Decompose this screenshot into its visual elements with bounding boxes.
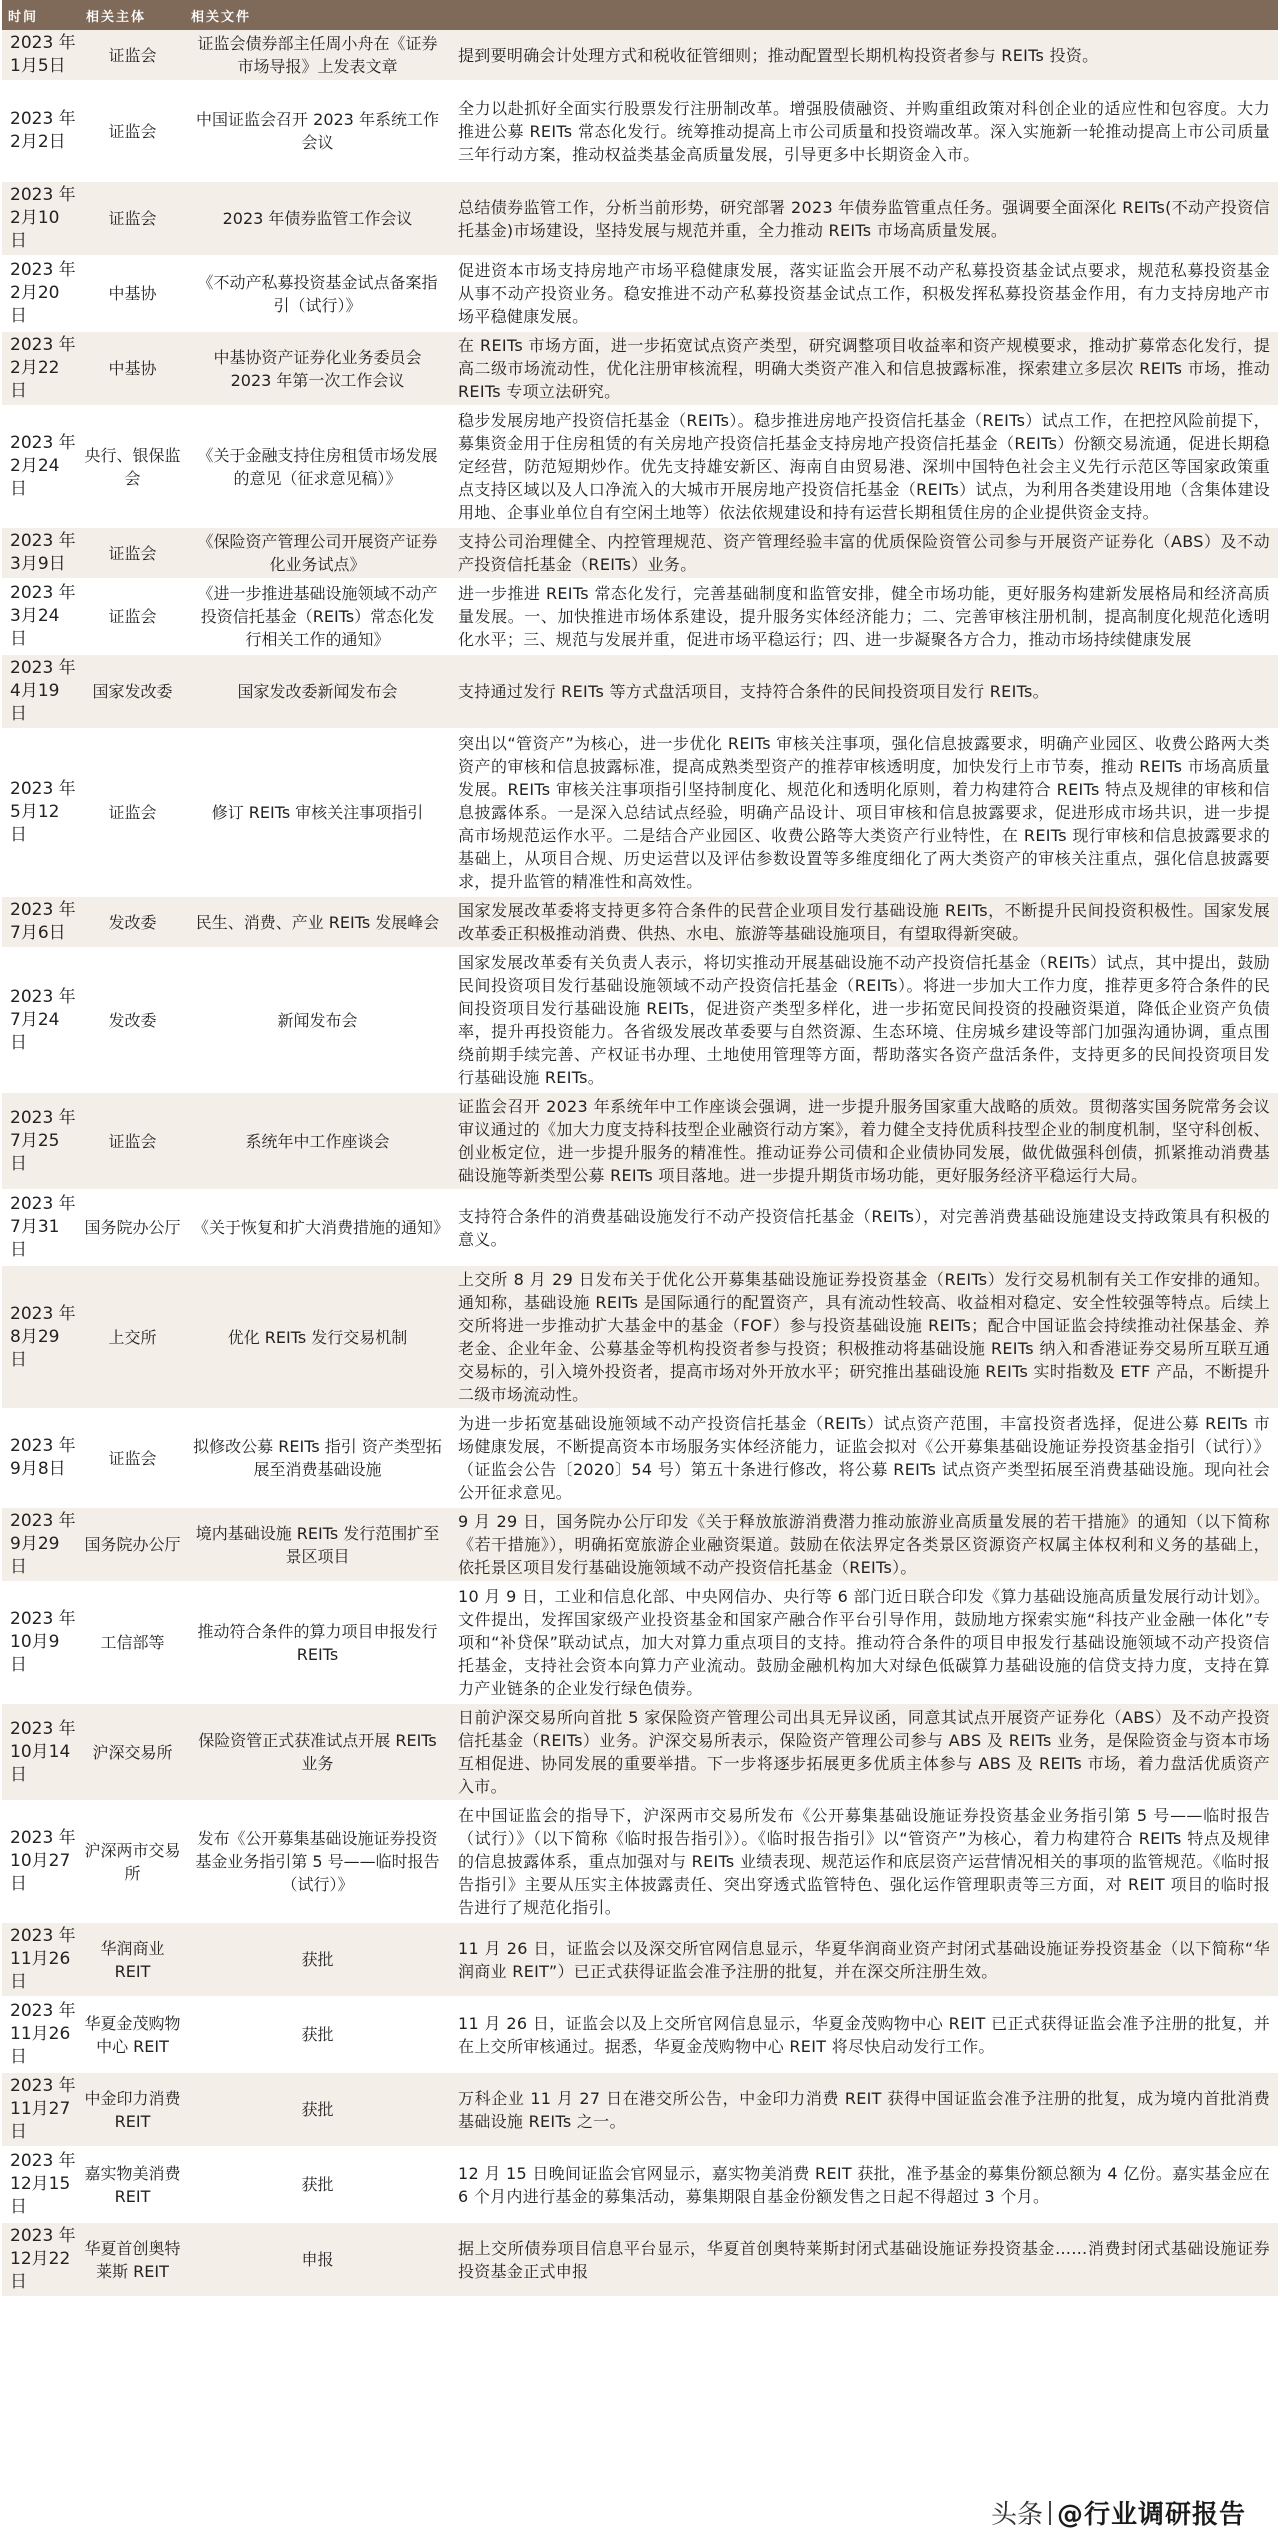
row-content: 进一步推进 REITs 常态化发行，完善基础制度和监管安排，健全市场功能，更好服务构建新发展格局和经济高质量发展。一、加快推进市场体系建设，提升服务实体经济能力；二、完善审核注册机制，提高制度化规范化透明化水平；三、规范与发展并重，促进市场平稳运行；四、进一步凝聚各方合力，推动市场持续健康发展 xyxy=(450,579,1278,654)
table-row xyxy=(2,1092,1278,1190)
table-row xyxy=(2,948,1278,1092)
row-file: 保险资管正式获准试点开展 REITs 业务 xyxy=(185,1703,450,1801)
row-file: 《关于金融支持住房租赁市场发展的意见（征求意见稿）》 xyxy=(185,406,450,527)
row-entity: 沪深两市交易所 xyxy=(80,1801,185,1922)
table-row xyxy=(2,579,1278,654)
row-date: 2023 年 8月29日 xyxy=(2,1265,80,1409)
row-file: 推动符合条件的算力项目申报发行 REITs xyxy=(185,1582,450,1703)
row-entity: 国务院办公厅 xyxy=(80,1190,185,1265)
row-file: 《关于恢复和扩大消费措施的通知》 xyxy=(185,1190,450,1265)
row-entity: 证监会 xyxy=(80,30,185,81)
row-file: 获批 xyxy=(185,1922,450,1997)
row-content: 据上交所债券项目信息平台显示，华夏首创奥特莱斯封闭式基础设施证券投资基金……消费封闭式基础设施证券投资基金正式申报 xyxy=(450,2222,1278,2297)
row-content: 全力以赴抓好全面实行股票发行注册制改革。增强股债融资、并购重组政策对科创企业的适应性和包容度。大力推进公募 REITs 常态化发行。统筹推动提高上市公司质量和投资端改革。深入实施新一轮推动提高上市公司质量三年行动方案，推动权益类基金高质量发展，引导更多中长期资金入市。 xyxy=(450,81,1278,181)
row-entity: 中基协 xyxy=(80,256,185,331)
table-row xyxy=(2,2072,1278,2147)
row-content: 11 月 26 日，证监会以及上交所官网信息显示，华夏金茂购物中心 REIT 已正式获得证监会准予注册的批复，并在上交所审核通过。据悉，华夏金茂购物中心 REIT 将尽快启动发行工作。 xyxy=(450,1997,1278,2072)
row-entity: 华润商业 REIT xyxy=(80,1922,185,1997)
row-entity: 中金印力消费 REIT xyxy=(80,2072,185,2147)
row-file: 2023 年债券监管工作会议 xyxy=(185,181,450,256)
row-date: 2023 年 3月24日 xyxy=(2,579,80,654)
table-row xyxy=(2,527,1278,579)
row-entity: 证监会 xyxy=(80,1092,185,1190)
row-entity: 上交所 xyxy=(80,1265,185,1409)
row-date: 2023 年 1月5日 xyxy=(2,30,80,81)
row-date: 2023 年 11月27日 xyxy=(2,2072,80,2147)
table-row xyxy=(2,1582,1278,1703)
row-entity: 发改委 xyxy=(80,948,185,1092)
table-row xyxy=(2,181,1278,256)
table-row xyxy=(2,1507,1278,1582)
row-content: 总结债券监管工作，分析当前形势，研究部署 2023 年债券监管重点任务。强调要全面深化 REITs(不动产投资信托基金)市场建设，坚持发展与规范并重，全力推动 REITs 市场高质量发展。 xyxy=(450,181,1278,256)
table-row xyxy=(2,1997,1278,2072)
header-entity: 相关主体 xyxy=(80,0,185,30)
policy-table xyxy=(2,0,1278,2298)
table-row xyxy=(2,1190,1278,1265)
row-file: 《保险资产管理公司开展资产证券化业务试点》 xyxy=(185,527,450,579)
row-file: 申报 xyxy=(185,2222,450,2297)
row-entity: 证监会 xyxy=(80,81,185,181)
row-content: 突出以“管资产”为核心，进一步优化 REITs 审核关注事项，强化信息披露要求，明确产业园区、收费公路两大类资产的审核和信息披露标准，提高成熟类型资产的推荐审核透明度，加快发行上市节奏，推动 REITs 市场高质量发展。REITs 审核关注事项指引坚持制度化、规范化和透明化原则，着力构建符合 REITs 特点及规律的审核和信息披露体系。一是深入总结试点经验，明确产品设计、项目审核和信息披露要求，促进形成市场共识，进一步提高市场规范运作水平。二是结合产业园区、收费公路等大类资产行业特性，在 REITs 现行审核和信息披露要求的基础上，从项目合规、历史运营以及评估参数设置等多维度细化了两大类资产的审核关注重点，强化信息披露要求，提升监管的精准性和高效性。 xyxy=(450,729,1278,896)
row-file: 获批 xyxy=(185,1997,450,2072)
row-date: 2023 年 2月20日 xyxy=(2,256,80,331)
row-entity: 证监会 xyxy=(80,1409,185,1507)
row-entity: 华夏金茂购物中心 REIT xyxy=(80,1997,185,2072)
watermark-text: @行业调研报告 xyxy=(1056,2500,1246,2530)
row-content: 提到要明确会计处理方式和税收征管细则；推动配置型长期机构投资者参与 REITs 投资。 xyxy=(450,30,1278,81)
table-row xyxy=(2,729,1278,896)
row-date: 2023 年 11月26日 xyxy=(2,1997,80,2072)
watermark xyxy=(985,2492,1252,2533)
table-row xyxy=(2,81,1278,181)
row-file: 民生、消费、产业 REITs 发展峰会 xyxy=(185,896,450,948)
watermark-logo: 头条 xyxy=(990,2500,1043,2530)
row-entity: 工信部等 xyxy=(80,1582,185,1703)
table-row xyxy=(2,2147,1278,2222)
row-content: 为进一步拓宽基础设施领域不动产投资信托基金（REITs）试点资产范围，丰富投资者选择，促进公募 REITs 市场健康发展，不断提高资本市场服务实体经济能力，证监会拟对《公开募集基础设施证券投资基金指引（试行）》（证监会公告〔2020〕54 号）第五十条进行修改，将公募 REITs 试点资产类型拓展至消费基础设施。现向社会公开征求意见。 xyxy=(450,1409,1278,1507)
row-content: 证监会召开 2023 年系统年中工作座谈会强调，进一步提升服务国家重大战略的质效。贯彻落实国务院常务会议审议通过的《加大力度支持科技型企业融资行动方案》，着力健全支持优质科技型企业的制度机制，坚守科创板、创业板定位，进一步提升服务的精准性。推动证券公司债和企业债协同发展，做优做强科创债，抓紧推动消费基础设施等新类型公募 REITs 项目落地。进一步提升期货市场功能，更好服务经济平稳运行大局。 xyxy=(450,1092,1278,1190)
row-file: 国家发改委新闻发布会 xyxy=(185,654,450,729)
watermark-divider xyxy=(1049,2501,1051,2525)
row-entity: 中基协 xyxy=(80,331,185,406)
row-content: 支持通过发行 REITs 等方式盘活项目，支持符合条件的民间投资项目发行 REITs。 xyxy=(450,654,1278,729)
row-date: 2023 年 7月24日 xyxy=(2,948,80,1092)
row-content: 促进资本市场支持房地产市场平稳健康发展，落实证监会开展不动产私募投资基金试点要求，规范私募投资基金从事不动产投资业务。稳安推进不动产私募投资基金试点工作，积极发挥私募投资基金作用，有力支持房地产市场平稳健康发展。 xyxy=(450,256,1278,331)
row-date: 2023 年 7月25日 xyxy=(2,1092,80,1190)
row-date: 2023 年 2月22日 xyxy=(2,331,80,406)
row-file: 发布《公开募集基础设施证券投资基金业务指引第 5 号——临时报告（试行）》 xyxy=(185,1801,450,1922)
row-content: 9 月 29 日，国务院办公厅印发《关于释放旅游消费潜力推动旅游业高质量发展的若干措施》的通知（以下简称《若干措施》），明确拓宽旅游企业融资渠道。鼓励在依法界定各类景区资源资产权属主体权利和义务的基础上，依托景区项目发行基础设施领域不动产投资信托基金（REITs）。 xyxy=(450,1507,1278,1582)
row-content: 上交所 8 月 29 日发布关于优化公开募集基础设施证券投资基金（REITs）发行交易机制有关工作安排的通知。通知称，基础设施 REITs 是国际通行的配置资产，具有流动性较高、收益相对稳定、安全性较强等特点。后续上交所将进一步推动扩大基金中的基金（FOF）参与投资基础设施 REITs；配合中国证监会持续推动社保基金、养老金、企业年金、公募基金等机构投资者参与投资；积极推动将基础设施 REITs 纳入和香港证券交易所互联互通交易标的，引入境外投资者，提高市场对外开放水平；研究推出基础设施 REITs 实时指数及 ETF 产品，不断提升二级市场流动性。 xyxy=(450,1265,1278,1409)
row-date: 2023 年 11月26日 xyxy=(2,1922,80,1997)
row-entity: 沪深交易所 xyxy=(80,1703,185,1801)
row-date: 2023 年 3月9日 xyxy=(2,527,80,579)
row-entity: 证监会 xyxy=(80,579,185,654)
row-date: 2023 年 5月12日 xyxy=(2,729,80,896)
row-content: 10 月 9 日，工业和信息化部、中央网信办、央行等 6 部门近日联合印发《算力基础设施高质量发展行动计划》。文件提出，发挥国家级产业投资基金和国家产融合作平台引导作用，鼓励地方探索实施“科技产业金融一体化”专项和“补贷保”联动试点，加大对算力重点项目的支持。推动符合条件的项目申报发行基础设施领域不动产投资信托基金，支持社会资本向算力产业流动。鼓励金融机构加大对绿色低碳算力基础设施的信贷支持力度，支持在算力产业链条的企业发行绿色债券。 xyxy=(450,1582,1278,1703)
row-file: 获批 xyxy=(185,2072,450,2147)
row-file: 境内基础设施 REITs 发行范围扩至景区项目 xyxy=(185,1507,450,1582)
row-date: 2023 年 4月19日 xyxy=(2,654,80,729)
row-file: 中国证监会召开 2023 年系统工作会议 xyxy=(185,81,450,181)
row-date: 2023 年 7月6日 xyxy=(2,896,80,948)
row-date: 2023 年 9月29日 xyxy=(2,1507,80,1582)
row-entity: 央行、银保监会 xyxy=(80,406,185,527)
row-file: 中基协资产证券化业务委员会 2023 年第一次工作会议 xyxy=(185,331,450,406)
row-entity: 证监会 xyxy=(80,729,185,896)
row-file: 《不动产私募投资基金试点备案指引（试行）》 xyxy=(185,256,450,331)
row-date: 2023 年 10月27日 xyxy=(2,1801,80,1922)
table-row xyxy=(2,896,1278,948)
row-entity: 国家发改委 xyxy=(80,654,185,729)
row-file: 优化 REITs 发行交易机制 xyxy=(185,1265,450,1409)
row-date: 2023 年 12月15日 xyxy=(2,2147,80,2222)
row-entity: 证监会 xyxy=(80,181,185,256)
table-row xyxy=(2,1265,1278,1409)
row-date: 2023 年 2月24日 xyxy=(2,406,80,527)
row-entity: 国务院办公厅 xyxy=(80,1507,185,1582)
row-file: 修订 REITs 审核关注事项指引 xyxy=(185,729,450,896)
row-content: 支持符合条件的消费基础设施发行不动产投资信托基金（REITs），对完善消费基础设施建设支持政策具有积极的意义。 xyxy=(450,1190,1278,1265)
row-date: 2023 年 2月2日 xyxy=(2,81,80,181)
table-row xyxy=(2,1801,1278,1922)
row-content: 稳步发展房地产投资信托基金（REITs）。稳步推进房地产投资信托基金（REITs）试点工作，在把控风险前提下，募集资金用于住房租赁的有关房地产投资信托基金支持房地产投资信托基金（REITs）份额交易流通，促进长期稳定经营，防范短期炒作。优先支持雄安新区、海南自由贸易港、深圳中国特色社会主义先行示范区等国家政策重点支持区域以及人口净流入的大城市开展房地产投资信托基金（REITs）试点，为利用各类建设用地（含集体建设用地、企事业单位自有空闲土地等）依法依规建设和持有运营长期租赁住房的企业提供资金支持。 xyxy=(450,406,1278,527)
row-file: 新闻发布会 xyxy=(185,948,450,1092)
row-file: 获批 xyxy=(185,2147,450,2222)
row-entity: 嘉实物美消费 REIT xyxy=(80,2147,185,2222)
row-content: 国家发展改革委有关负责人表示，将切实推动开展基础设施不动产投资信托基金（REITs）试点，其中提出，鼓励民间投资项目发行基础设施领域不动产投资信托基金（REITs）。将进一步加大工作力度，推荐更多符合条件的民间投资项目发行基础设施 REITs，促进资产类型多样化，进一步拓宽民间投资的投融资渠道，降低企业资产负债率，提升再投资能力。各省级发展改革委要与自然资源、生态环境、住房城乡建设等部门加强沟通协调，重点围绕前期手续完善、产权证书办理、土地使用管理等方面，帮助落实各资产盘活条件，支持更多的民间投资项目发行基础设施 REITs。 xyxy=(450,948,1278,1092)
table-row xyxy=(2,1703,1278,1801)
table-row xyxy=(2,1409,1278,1507)
row-date: 2023 年 10月14日 xyxy=(2,1703,80,1801)
header-content xyxy=(450,0,1278,30)
header-file: 相关文件 xyxy=(185,0,450,30)
row-date: 2023 年 9月8日 xyxy=(2,1409,80,1507)
table-row xyxy=(2,256,1278,331)
row-content: 12 月 15 日晚间证监会官网显示，嘉实物美消费 REIT 获批，准予基金的募集份额总额为 4 亿份。嘉实基金应在 6 个月内进行基金的募集活动，募集期限自基金份额发售之日起不得超过 3 个月。 xyxy=(450,2147,1278,2222)
row-content: 日前沪深交易所向首批 5 家保险资产管理公司出具无异议函，同意其试点开展资产证券化（ABS）及不动产投资信托基金（REITs）业务。沪深交易所表示，保险资产管理公司参与 ABS 及 REITs 业务，是保险资金与资本市场互相促进、协同发展的重要举措。下一步将逐步拓展更多优质主体参与 ABS 及 REITs 市场，着力盘活优质资产入市。 xyxy=(450,1703,1278,1801)
row-file: 拟修改公募 REITs 指引 资产类型拓展至消费基础设施 xyxy=(185,1409,450,1507)
header-date: 时间 xyxy=(2,0,80,30)
row-content: 在 REITs 市场方面，进一步拓宽试点资产类型，研究调整项目收益率和资产规模要求，推动扩募常态化发行，提高二级市场流动性，优化注册审核流程，明确大类资产准入和信息披露标准，探索建立多层次 REITs 市场，推动 REITs 专项立法研究。 xyxy=(450,331,1278,406)
table-row xyxy=(2,654,1278,729)
row-date: 2023 年 7月31日 xyxy=(2,1190,80,1265)
table-row xyxy=(2,30,1278,81)
table-row xyxy=(2,1922,1278,1997)
row-entity: 发改委 xyxy=(80,896,185,948)
row-content: 万科企业 11 月 27 日在港交所公告，中金印力消费 REIT 获得中国证监会准予注册的批复，成为境内首批消费基础设施 REITs 之一。 xyxy=(450,2072,1278,2147)
row-content: 在中国证监会的指导下，沪深两市交易所发布《公开募集基础设施证券投资基金业务指引第 5 号——临时报告（试行）》（以下简称《临时报告指引》）。《临时报告指引》以“管资产”为核心，着力构建符合 REITs 特点及规律的信息披露体系，重点加强对与 REITs 业绩表现、规范运作和底层资产运营情况相关的事项的监管规范。《临时报告指引》主要从压实主体披露责任、突出穿透式监管特色、强化运作管理职责等三方面，对 REIT 项目的临时报告进行了规范化指引。 xyxy=(450,1801,1278,1922)
row-entity: 证监会 xyxy=(80,527,185,579)
row-file: 《进一步推进基础设施领域不动产投资信托基金（REITs）常态化发行相关工作的通知》 xyxy=(185,579,450,654)
table-header-row xyxy=(2,0,1278,30)
row-content: 支持公司治理健全、内控管理规范、资产管理经验丰富的优质保险资管公司参与开展资产证券化（ABS）及不动产投资信托基金（REITs）业务。 xyxy=(450,527,1278,579)
row-entity: 华夏首创奥特莱斯 REIT xyxy=(80,2222,185,2297)
row-file: 证监会债券部主任周小舟在《证券市场导报》上发表文章 xyxy=(185,30,450,81)
row-date: 2023 年 2月10日 xyxy=(2,181,80,256)
row-date: 2023 年 12月22日 xyxy=(2,2222,80,2297)
row-file: 系统年中工作座谈会 xyxy=(185,1092,450,1190)
row-content: 国家发展改革委将支持更多符合条件的民营企业项目发行基础设施 REITs，不断提升民间投资积极性。国家发展改革委正积极推动消费、供热、水电、旅游等基础设施项目，有望取得新突破。 xyxy=(450,896,1278,948)
table-row xyxy=(2,2222,1278,2297)
row-date: 2023 年 10月9日 xyxy=(2,1582,80,1703)
table-row xyxy=(2,331,1278,406)
row-content: 11 月 26 日，证监会以及深交所官网信息显示，华夏华润商业资产封闭式基础设施证券投资基金（以下简称“华润商业 REIT”）已正式获得证监会准予注册的批复，并在深交所注册生效。 xyxy=(450,1922,1278,1997)
table-row xyxy=(2,406,1278,527)
